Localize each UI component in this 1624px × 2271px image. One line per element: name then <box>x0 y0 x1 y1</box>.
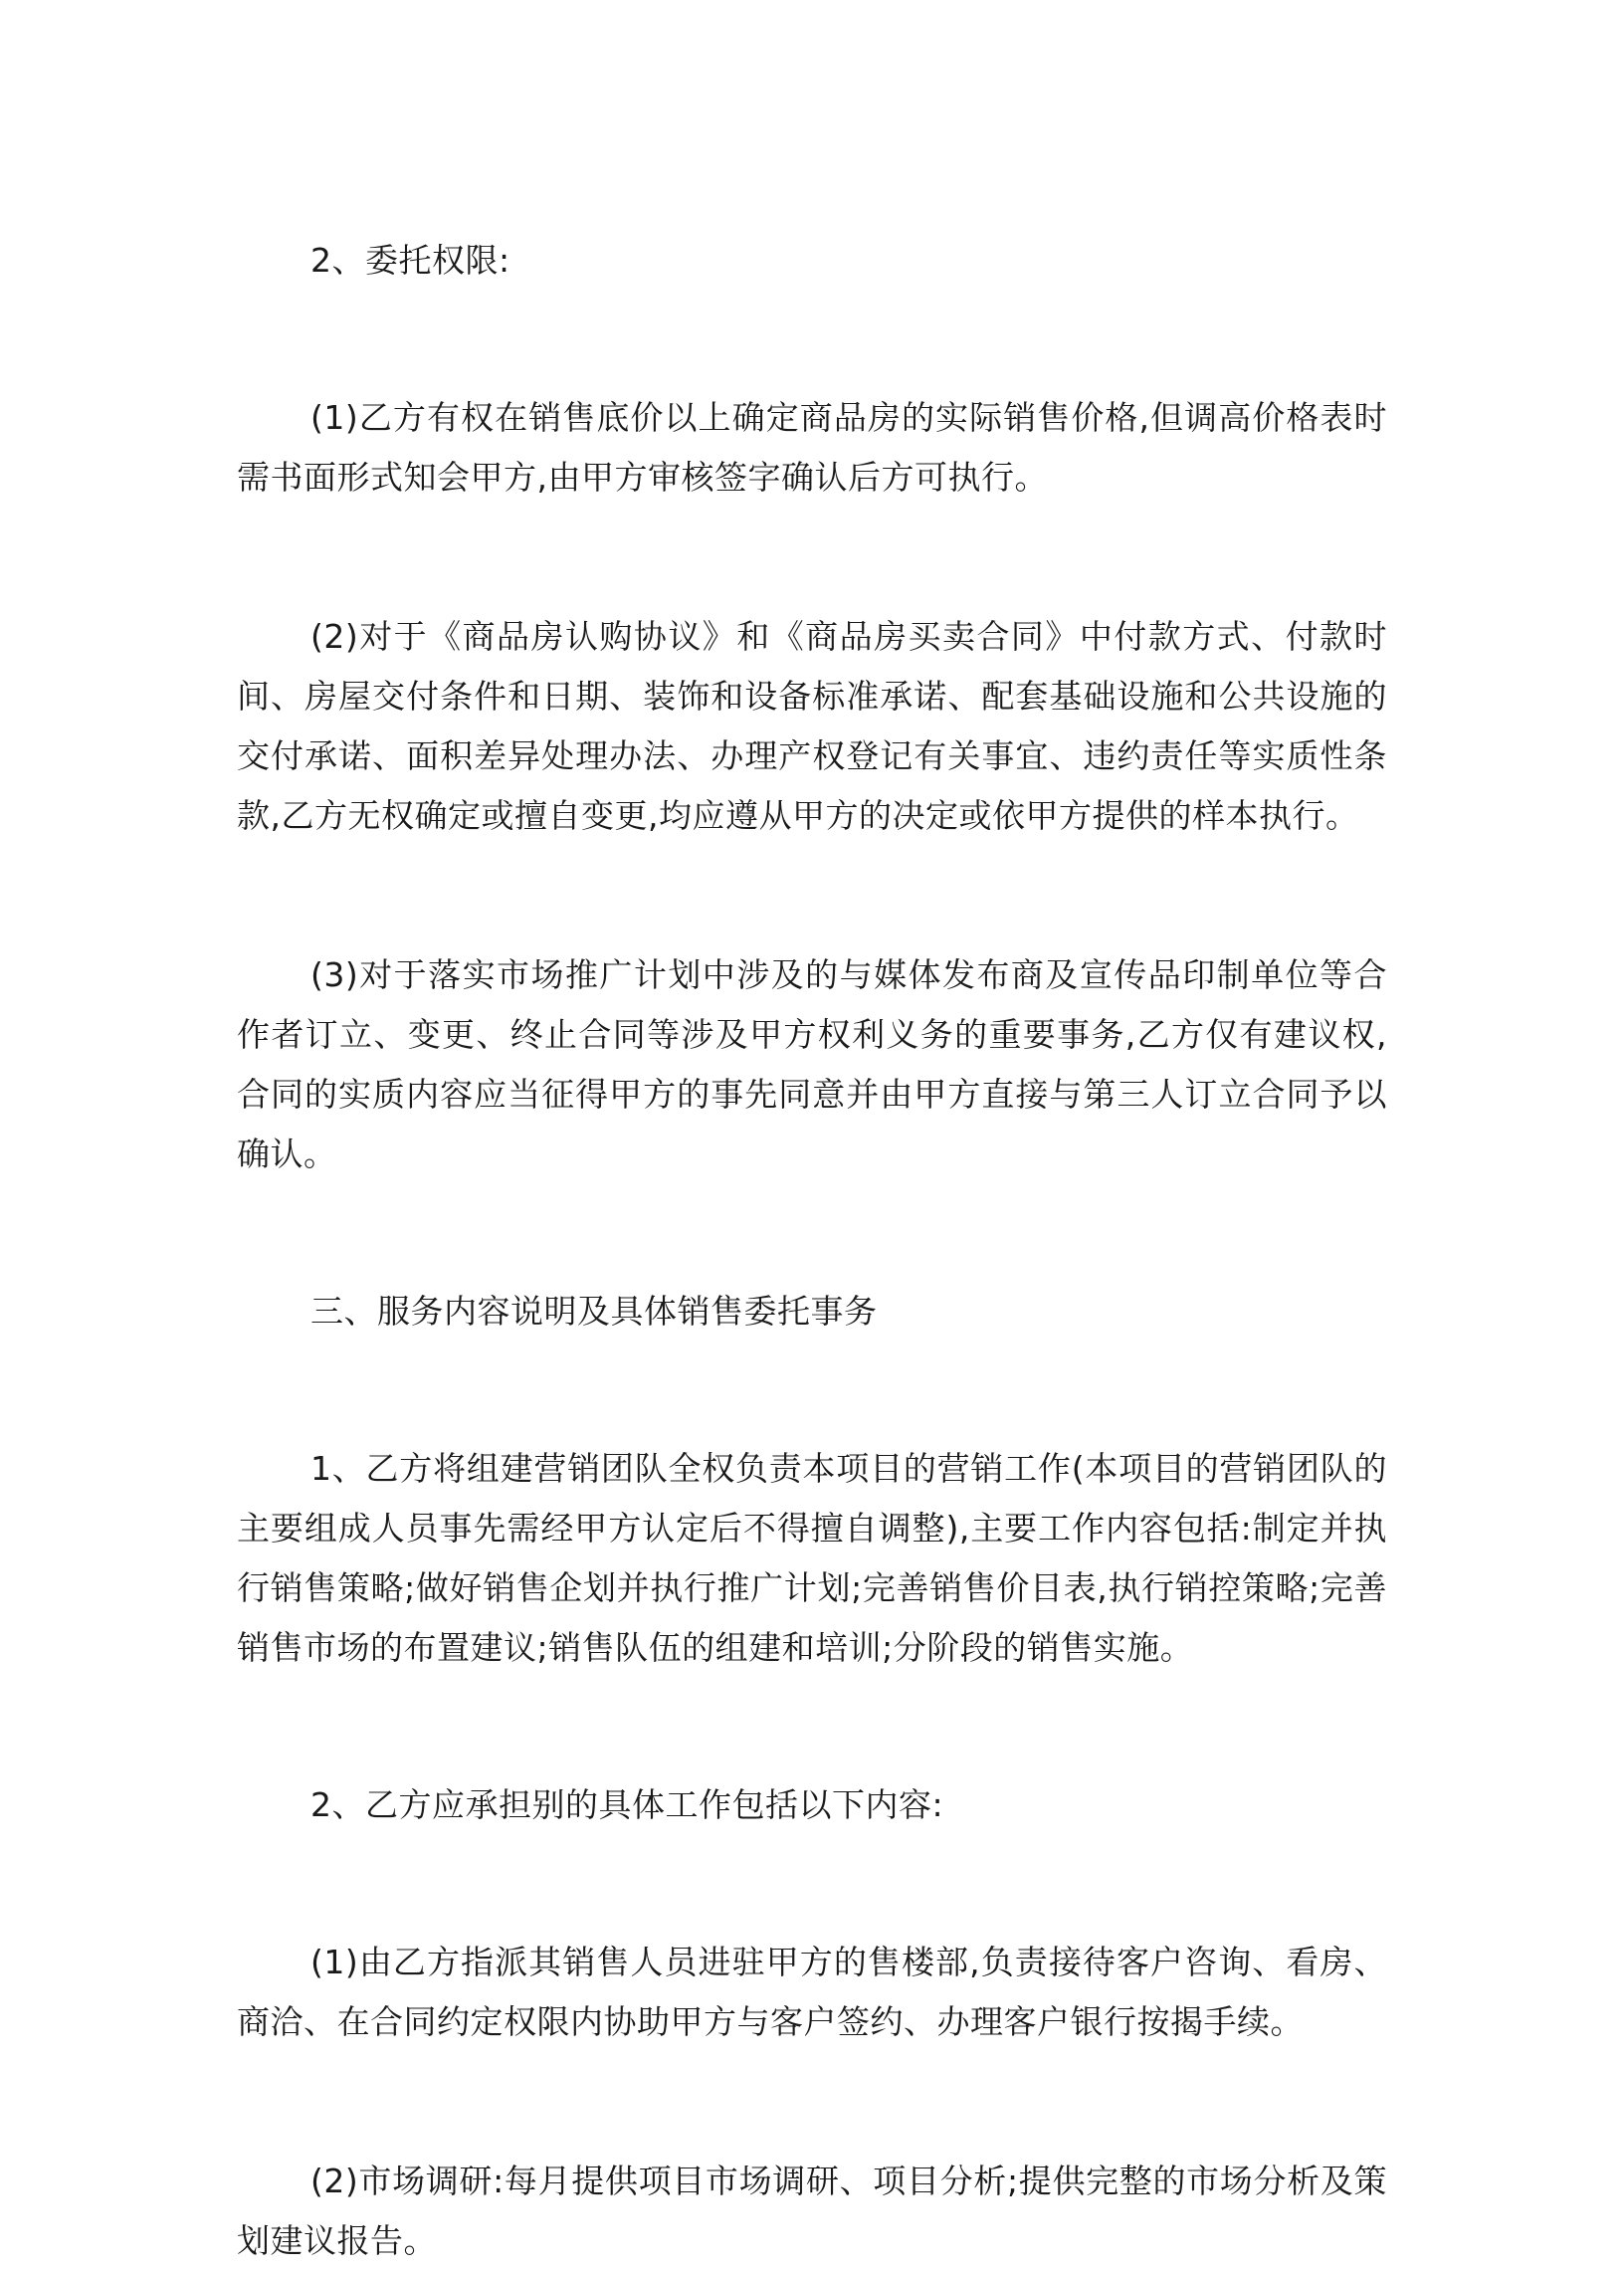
clause-heading-delegation-authority: 2、委托权限: <box>310 241 510 280</box>
clause-paragraph-3: (3)对于落实市场推广计划中涉及的与媒体发布商及宣传品印制单位等合作者订立、变更、终止合同等涉及甲方权利义务的重要事务,乙方仅有建议权,合同的实质内容应当征得甲方的事先同意并由甲方直接与第三人订立合同予以确认。 <box>237 955 1387 1173</box>
clause-paragraph-1: (1)乙方有权在销售底价以上确定商品房的实际销售价格,但调高价格表时需书面形式知会甲方,由甲方审核签字确认后方可执行。 <box>237 398 1387 497</box>
clause-heading-specific-work: 2、乙方应承担别的具体工作包括以下内容: <box>310 1785 944 1824</box>
section-heading-service-content: 三、服务内容说明及具体销售委托事务 <box>310 1292 878 1331</box>
clause-paragraph-4: 1、乙方将组建营销团队全权负责本项目的营销工作(本项目的营销团队的主要组成人员事先需经甲方认定后不得擅自调整),主要工作内容包括:制定并执行销售策略;做好销售企划并执行推广计划;完善销售价目表,执行销控策略;完善销售市场的布置建议;销售队伍的组建和培训;分阶段的销售实施。 <box>237 1449 1387 1667</box>
clause-paragraph-5: (1)由乙方指派其销售人员进驻甲方的售楼部,负责接待客户咨询、看房、商洽、在合同约定权限内协助甲方与客户签约、办理客户银行按揭手续。 <box>237 1943 1387 2041</box>
clause-paragraph-6: (2)市场调研:每月提供项目市场调研、项目分析;提供完整的市场分析及策划建议报告。 <box>237 2162 1387 2260</box>
clause-paragraph-2: (2)对于《商品房认购协议》和《商品房买卖合同》中付款方式、付款时间、房屋交付条件和日期、装饰和设备标准承诺、配套基础设施和公共设施的交付承诺、面积差异处理办法、办理产权登记有关事宜、违约责任等实质性条款,乙方无权确定或擅自变更,均应遵从甲方的决定或依甲方提供的样本执行。 <box>237 617 1387 835</box>
document-body <box>237 231 1387 2271</box>
